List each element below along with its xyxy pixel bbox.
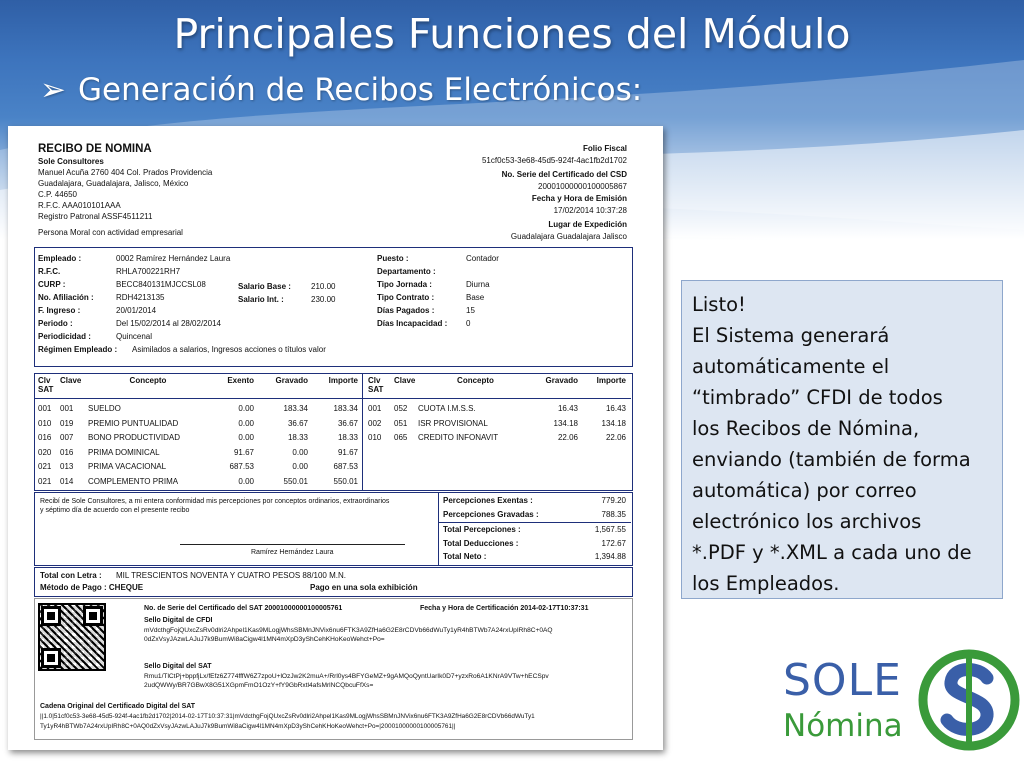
percepciones-cell: 020 [38, 447, 52, 457]
percepciones-cell: 016 [60, 447, 74, 457]
totals-divider [438, 493, 439, 565]
deducciones-cell: 16.43 [605, 404, 626, 413]
percepciones-cell: 0.00 [292, 447, 308, 457]
slide-subtitle [40, 72, 642, 108]
percepciones-cell: 021 [38, 476, 52, 486]
percepciones-cell: 021 [38, 462, 52, 471]
cadena-label: Cadena Original del Certificado Digital del SAT [40, 703, 196, 710]
total-value: 172.67 [601, 538, 626, 548]
deducciones-header: Clv SAT [368, 376, 384, 394]
company-cp: C.P. 44650 [38, 190, 77, 199]
note-line: automáticamente el [692, 355, 890, 378]
employee-field-label: Periodicidad : [38, 332, 91, 341]
total-value: 788.35 [601, 509, 626, 519]
percepciones-cell: 001 [38, 404, 52, 413]
percepciones-cell: 016 [38, 433, 52, 442]
employee-field-value: 0002 Ramírez Hernández Laura [116, 254, 231, 263]
concepts-divider [362, 374, 363, 490]
percepciones-cell: 91.67 [337, 447, 358, 457]
percepciones-cell: 0.00 [238, 476, 254, 486]
deducciones-cell: 134.18 [553, 418, 578, 428]
percepciones-cell: 183.34 [333, 404, 358, 413]
percepciones-header: Gravado [275, 376, 308, 385]
logo-word-nomina: Nómina [783, 708, 903, 744]
signature-line [180, 544, 405, 545]
lugar-label: Lugar de Expedición [548, 220, 627, 229]
fecha-label: Fecha y Hora de Emisión [531, 194, 627, 203]
qr-code-icon [38, 603, 106, 671]
deducciones-cell: 22.06 [557, 433, 578, 442]
deducciones-cell: 22.06 [605, 433, 626, 442]
company-address-1: Manuel Acuña 2760 404 Col. Prados Providencia [38, 168, 213, 177]
pago-exhibicion: Pago en una sola exhibición [310, 583, 418, 592]
total-letra-value: MIL TRESCIENTOS NOVENTA Y CUATRO PESOS 88/100 M.N. [116, 571, 346, 580]
employee-field-label: R.F.C. [38, 267, 61, 276]
folio-value: 51cf0c53-3e68-45d5-924f-4ac1fb2d1702 [481, 156, 627, 165]
serie-csd-label: No. Serie del Certificado del CSD [501, 170, 627, 179]
total-label: Total Percepciones : [443, 525, 521, 534]
percepciones-cell: 183.34 [283, 404, 308, 413]
employee-job-label: Puesto : [377, 254, 409, 263]
employee-job-label: Tipo Jornada : [377, 280, 432, 289]
note-line: los Recibos de Nómina, [692, 417, 920, 440]
total-label: Total Neto : [443, 552, 487, 561]
percepciones-cell: SUELDO [88, 404, 121, 413]
sello-sat-line-2: 2udQWWy/BR7GBwX8G51XGpmFmO1OzY+fY9GbRxtl4afsMrlNCQbcuFfXs= [144, 682, 374, 689]
signature-name: Ramírez Hernández Laura [251, 549, 334, 556]
percepciones-cell: 550.01 [333, 476, 358, 486]
note-line: electrónico los archivos [692, 510, 922, 533]
percepciones-cell: 36.67 [287, 418, 308, 428]
percepciones-cell: 687.53 [229, 462, 254, 471]
employee-job-value: Contador [466, 254, 499, 263]
info-note-box [681, 280, 1003, 599]
employee-job-value: 0 [466, 319, 471, 328]
deducciones-cell: 010 [368, 433, 382, 442]
sello-cfdi-line-2: 0dZxVsyJAzwLAJuJ7k9BumWi8aCigw4l1MN4mXpD3yShCehKHoKeoWehct+Po= [144, 636, 385, 643]
sello-cfdi-line-1: mVdcthgFojQUxcZsRv0dlri2Ahpel1Kas9MLogjWhsSBMnJNVix6nu6FTK3A9ZfHa6G2E8rCDVb66dWuTy1yR4hBTWb7A24rxUpIRh8C+0AQ [144, 627, 553, 634]
percepciones-header: Exento [227, 376, 254, 385]
total-label: Percepciones Exentas : [443, 496, 533, 505]
percepciones-cell: 550.01 [283, 476, 308, 486]
employee-job-value: Base [466, 293, 485, 302]
totals-separator [439, 522, 631, 523]
total-label: Total Deducciones : [443, 538, 519, 548]
percepciones-cell: COMPLEMENTO PRIMA [88, 476, 179, 486]
note-line: *.PDF y *.XML a cada uno de [692, 541, 972, 564]
deducciones-cell: 065 [394, 433, 408, 442]
conformidad-text-1: Recibí de Sole Consultores, a mi entera conformidad mis percepciones por conceptos ordinarios, extraordinarios [40, 498, 390, 505]
metodo-pago: Método de Pago : CHEQUE [40, 583, 144, 592]
employee-field-value: Asimilados a salarios, Ingresos acciones o títulos valor [132, 345, 326, 354]
note-line: “timbrado” CFDI de todos [692, 386, 943, 409]
note-line: los Empleados. [692, 572, 840, 595]
company-regimen: Persona Moral con actividad empresarial [38, 228, 183, 237]
percepciones-cell: PREMIO PUNTUALIDAD [88, 418, 179, 428]
percepciones-cell: 001 [60, 404, 74, 413]
employee-field-label: Periodo : [38, 319, 73, 328]
total-value: 1,394.88 [594, 552, 626, 561]
percepciones-cell: 014 [60, 476, 74, 486]
employee-field-label: CURP : [38, 280, 66, 289]
percepciones-cell: 0.00 [292, 462, 308, 471]
deducciones-cell: ISR PROVISIONAL [418, 418, 488, 428]
fecha-value: 17/02/2014 10:37:28 [553, 206, 627, 215]
employee-job-label: Días Incapacidad : [377, 319, 448, 328]
employee-field-value: BECC840131MJCCSL08 [116, 280, 206, 289]
percepciones-cell: PRIMA DOMINICAL [88, 447, 160, 457]
employee-field-value: Del 15/02/2014 al 28/02/2014 [116, 319, 221, 328]
salario-int-value: 230.00 [311, 295, 336, 304]
sello-sat-line-1: Rmu1/TlCtPj+bppfjLx/fEfz6Z774fffW6Z7zpoU+lOzJw2K2muA+/Rrl0ys4BFYGeMZ+9gAMQoQyntUarIk0D7+yzxRo6A1KNrA9VTw+hECSpv [144, 673, 549, 680]
employee-job-value: 15 [466, 306, 475, 315]
percepciones-cell: 0.00 [238, 404, 254, 413]
note-line: enviando (también de forma [692, 448, 971, 471]
total-value: 1,567.55 [594, 525, 626, 534]
percepciones-header: Concepto [129, 376, 167, 385]
percepciones-header: Clave [60, 376, 82, 385]
deducciones-header: Importe [596, 376, 626, 385]
deducciones-header: Clave [394, 376, 416, 385]
employee-field-value: RDH4213135 [116, 293, 165, 302]
subtitle-text: Generación de Recibos Electrónicos: [77, 72, 643, 108]
cadena-line-2: Ty1yR4hBTWb7A24rxUpIRh8C+0AQ0dZxVsyJAzwLAJuJ7k9BumWi8aCigw4l1MN4mXpD3yShCehKHoKeoWehct+Po=|20001000000100005761|| [40, 723, 456, 730]
percepciones-cell: 0.00 [238, 418, 254, 428]
concepts-header-line [35, 398, 631, 399]
employee-job-label: Departamento : [377, 267, 436, 276]
percepciones-header: Importe [328, 376, 358, 385]
percepciones-cell: 36.67 [337, 418, 358, 428]
arrow-bullet-icon: ➢ [40, 72, 66, 108]
deducciones-cell: 134.18 [601, 418, 626, 428]
employee-field-value: Quincenal [116, 332, 153, 341]
total-letra-label: Total con Letra : [40, 571, 102, 580]
company-address-2: Guadalajara, Guadalajara, Jalisco, México [38, 179, 189, 188]
cadena-line-1: ||1.0|51cf0c53-3e68-45d5-924f-4ac1fb2d1702|2014-02-17T10:37:31|mVdcthgFojQUxcZsRv0dlri2Ahpel1Kas9MLogjWhsSBMnJNVix6nu6FTK3A9ZfHa6G2E8rCDVb66dWuTy1 [40, 713, 535, 720]
dollar-s-icon [913, 640, 1021, 758]
sello-sat-label: Sello Digital del SAT [144, 663, 212, 670]
percepciones-cell: 0.00 [238, 433, 254, 442]
lugar-value: Guadalajara Guadalajara Jalisco [510, 232, 627, 241]
deducciones-cell: 001 [368, 404, 382, 413]
company-rfc: R.F.C. AAA010101AAA [38, 201, 121, 210]
deducciones-cell: 051 [394, 418, 408, 428]
percepciones-cell: 010 [38, 418, 52, 428]
employee-job-label: Tipo Contrato : [377, 293, 435, 302]
employee-job-label: Días Pagados : [377, 306, 435, 315]
percepciones-cell: 019 [60, 418, 74, 428]
sat-cert-fecha: Fecha y Hora de Certificación 2014-02-17T10:37:31 [420, 605, 589, 612]
sat-cert-label: No. de Serie del Certificado del SAT 20001000000100005761 [144, 605, 343, 612]
employee-field-label: Régimen Empleado : [38, 345, 118, 354]
total-value: 779.20 [601, 496, 626, 505]
salario-base-label: Salario Base : [238, 282, 291, 291]
deducciones-cell: 002 [368, 418, 382, 428]
slide-title: Principales Funciones del Módulo [173, 10, 851, 58]
deducciones-cell: 16.43 [557, 404, 578, 413]
logo-word-sole: SOLE [783, 655, 902, 706]
percepciones-cell: 007 [60, 433, 74, 442]
employee-field-label: No. Afiliación : [38, 293, 94, 302]
note-line: automática) por correo [692, 479, 917, 502]
percepciones-cell: 91.67 [233, 447, 254, 457]
employee-field-value: 20/01/2014 [116, 306, 157, 315]
deducciones-cell: 052 [394, 404, 408, 413]
percepciones-cell: PRIMA VACACIONAL [88, 462, 167, 471]
employee-field-label: F. Ingreso : [38, 306, 81, 315]
company-registro: Registro Patronal ASSF4511211 [38, 212, 153, 221]
salario-base-value: 210.00 [311, 282, 336, 291]
salario-int-label: Salario Int. : [238, 295, 284, 304]
sello-cfdi-label: Sello Digital de CFDI [144, 617, 213, 624]
employee-job-value: Diurna [466, 280, 490, 289]
employee-field-value: RHLA700221RH7 [116, 267, 181, 276]
percepciones-cell: 18.33 [337, 433, 358, 442]
note-line: El Sistema generará [692, 324, 890, 347]
deducciones-header: Gravado [545, 376, 578, 385]
deducciones-cell: CUOTA I.M.S.S. [418, 404, 476, 413]
total-label: Percepciones Gravadas : [443, 509, 539, 519]
note-line: Listo! [692, 293, 746, 316]
conformidad-text-2: y séptimo día de acuerdo con el presente recibo [40, 507, 190, 514]
employee-field-label: Empleado : [38, 254, 82, 263]
percepciones-cell: 687.53 [333, 462, 358, 471]
percepciones-cell: BONO PRODUCTIVIDAD [88, 433, 181, 442]
deducciones-cell: CREDITO INFONAVIT [418, 433, 499, 442]
company-name: Sole Consultores [38, 157, 104, 166]
folio-label: Folio Fiscal [582, 144, 627, 153]
percepciones-header: Clv SAT [38, 376, 54, 394]
deducciones-header: Concepto [457, 376, 494, 385]
receipt-title: RECIBO DE NOMINA [38, 143, 152, 155]
payroll-receipt [8, 126, 663, 750]
percepciones-cell: 013 [60, 462, 74, 471]
serie-csd-value: 20001000000100005867 [538, 182, 627, 191]
percepciones-cell: 18.33 [287, 433, 308, 442]
